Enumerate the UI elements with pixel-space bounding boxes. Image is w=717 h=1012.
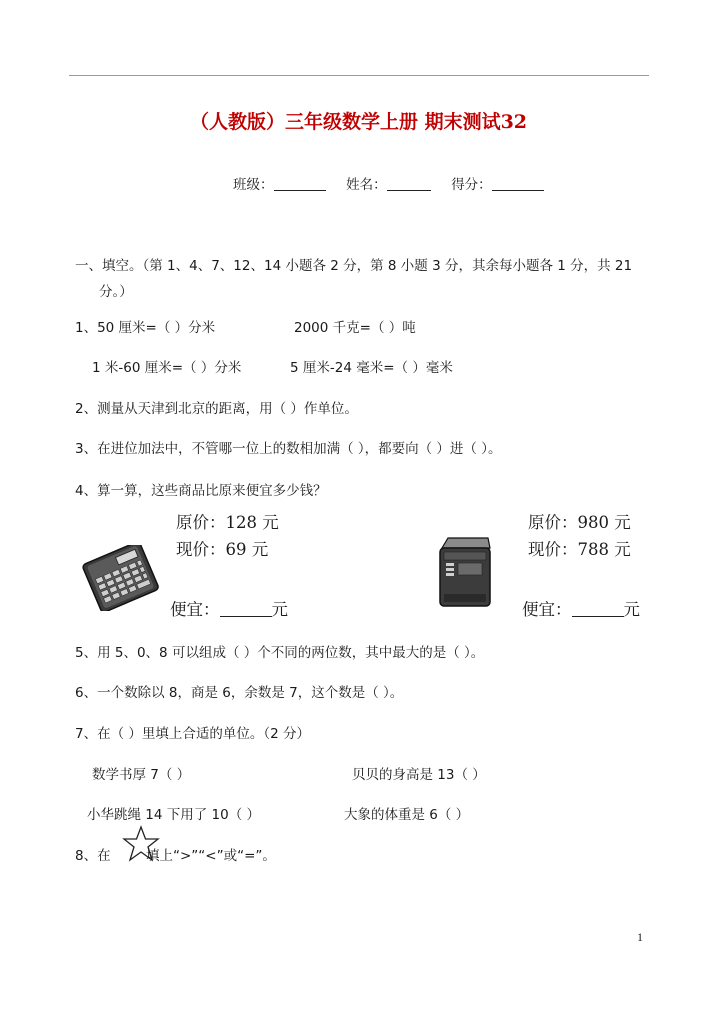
score-blank[interactable] <box>492 176 544 191</box>
printer-icon <box>436 534 494 610</box>
page-number: 1 <box>637 930 643 944</box>
score-label: 得分： <box>451 177 492 193</box>
q1-d: 5 厘米-24 毫米=（ ）毫米 <box>290 360 453 376</box>
q7-c: 小华跳绳 14 下用了 10（ ） <box>87 807 261 823</box>
item1-original-price: 原价：128 元 <box>176 513 279 532</box>
name-label: 姓名： <box>346 177 387 193</box>
item2-original-price: 原价：980 元 <box>528 513 631 532</box>
class-label: 班级： <box>233 177 274 193</box>
name-blank[interactable] <box>387 176 431 191</box>
item1-cheaper-label: 便宜： <box>170 600 220 619</box>
item1-unit: 元 <box>271 600 288 619</box>
calculator-icon <box>80 545 162 611</box>
q2: 2、测量从天津到北京的距离，用（ ）作单位。 <box>75 401 358 417</box>
q8-prefix: 8、在 <box>75 848 111 864</box>
header-rule <box>69 75 649 76</box>
page-title: （人教版）三年级数学上册 期末测试32 <box>189 111 528 133</box>
q7-prompt: 7、在（ ）里填上合适的单位。（2 分） <box>75 726 311 742</box>
q3: 3、在进位加法中，不管哪一位上的数相加满（ ），都要向（ ）进（ ）。 <box>75 441 502 457</box>
q1-b: 2000 千克=（ ）吨 <box>294 320 416 336</box>
section-heading: 一、填空。（第 1、4、7、12、14 小题各 2 分，第 8 小题 3 分，其余每小题各 1 分，共 21 <box>75 258 633 274</box>
q5: 5、用 5、0、8 可以组成（ ）个不同的两位数，其中最大的是（ ）。 <box>75 645 485 661</box>
q1-a: 1、50 厘米=（ ）分米 <box>75 320 216 336</box>
item2-cheaper-label: 便宜： <box>522 600 572 619</box>
item2-current-price: 现价：788 元 <box>528 540 631 559</box>
class-blank[interactable] <box>274 176 326 191</box>
item1-current-price: 现价：69 元 <box>176 540 269 559</box>
q7-a: 数学书厚 7（ ） <box>92 767 191 783</box>
student-info <box>233 173 544 193</box>
q7-b: 贝贝的身高是 13（ ） <box>352 767 486 783</box>
q8-suffix: 填上“>”“<”或“=”。 <box>146 848 276 864</box>
q1-c: 1 米-60 厘米=（ ）分米 <box>92 360 242 376</box>
item2-cheaper <box>522 596 640 620</box>
item2-unit: 元 <box>623 600 640 619</box>
item1-cheaper-blank[interactable] <box>220 600 272 617</box>
section-heading-cont: 分。） <box>99 284 133 300</box>
q7-d: 大象的体重是 6（ ） <box>344 807 470 823</box>
item2-cheaper-blank[interactable] <box>572 600 624 617</box>
item1-cheaper <box>170 596 288 620</box>
q4-prompt: 4、算一算，这些商品比原来便宜多少钱？ <box>75 483 327 499</box>
q6: 6、一个数除以 8，商是 6，余数是 7，这个数是（ ）。 <box>75 685 404 701</box>
